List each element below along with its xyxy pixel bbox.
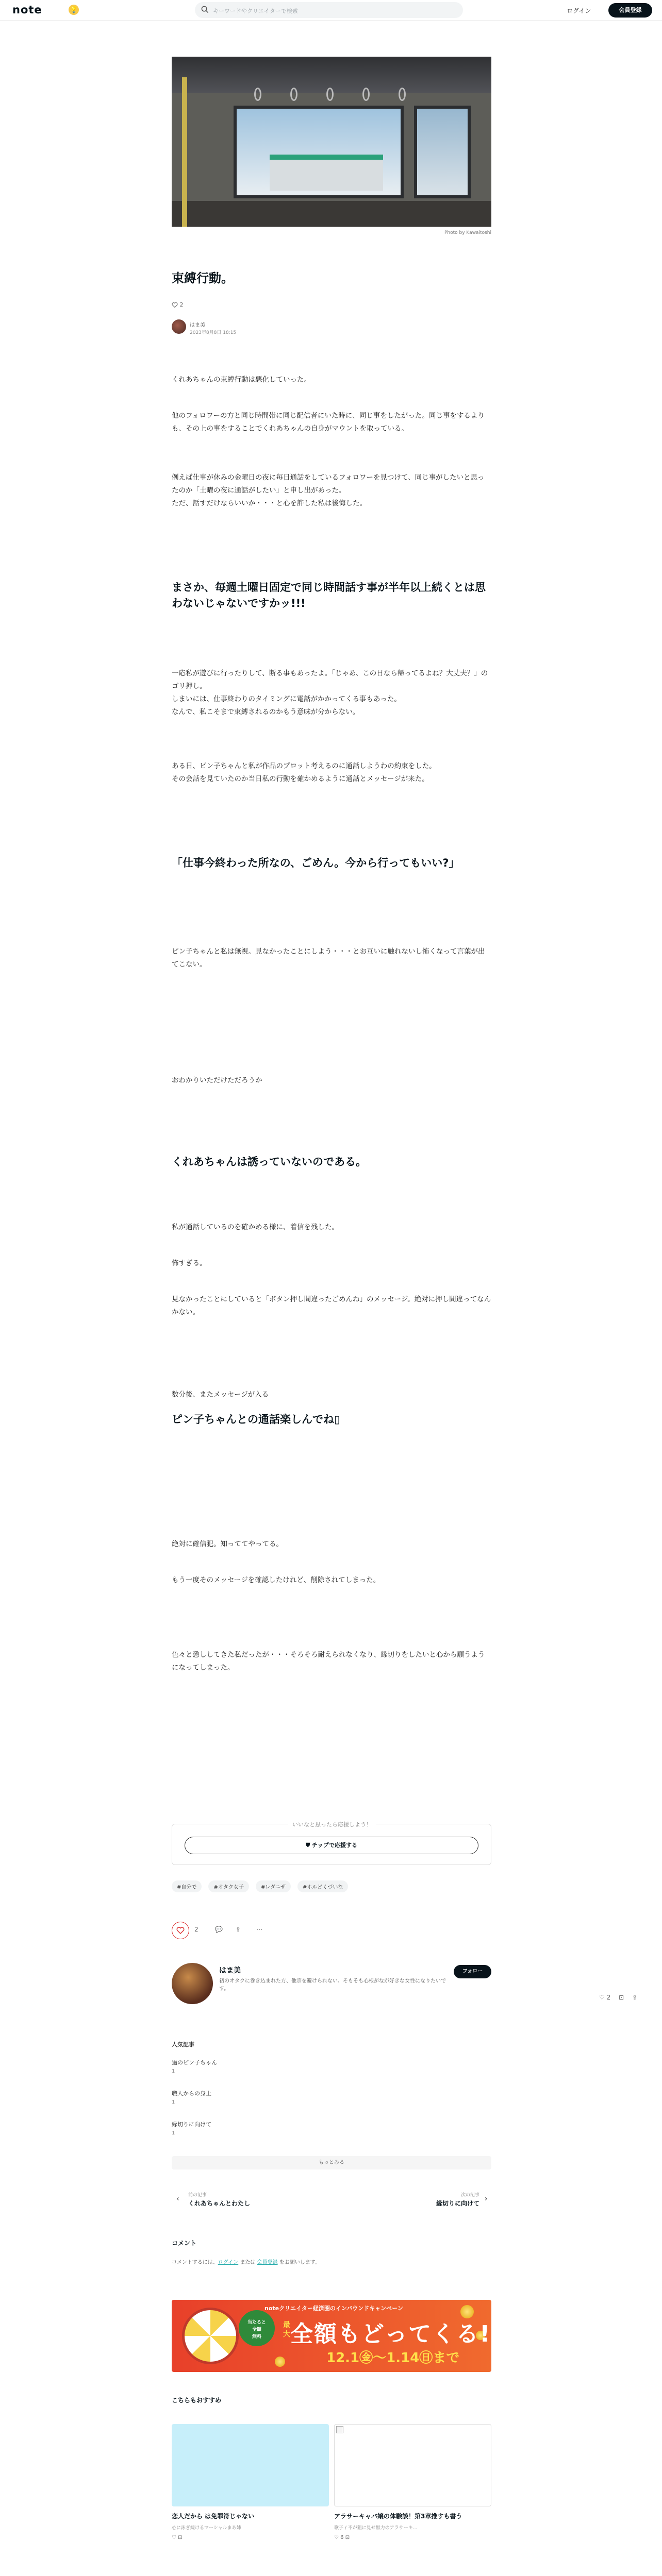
heart-icon (172, 302, 178, 308)
like-count: 2 (179, 301, 184, 308)
recommend-heading: こちらもおすすめ (172, 2397, 222, 2404)
comment-signup-link[interactable]: 会員登録 (257, 2260, 278, 2265)
bookmark-icon[interactable]: ⊡ (619, 1994, 624, 2001)
body-paragraph: 色々と懲ししてきた私だったが・・・そろそろ耐えられなくなり、縁切りをしたいと心から願うようになってしまった。 (172, 1651, 485, 1672)
body-paragraph: もう一度そのメッセージを確認したけれど、削除されてしまった。 (172, 1576, 380, 1584)
broken-image-icon (336, 2426, 343, 2433)
tag-list (172, 1880, 491, 1892)
photo-credit[interactable]: Photo by Kawaitoshi (444, 230, 491, 235)
body-heading: 「仕事今終わった所なの、ごめん。今から行ってもいい?」 (172, 857, 460, 869)
card-title[interactable]: アラサーキャバ嬢の体験談！第3章推すも書う (334, 2513, 462, 2520)
more-icon[interactable]: ⋯ (256, 1926, 262, 1933)
body-paragraph: 一応私が遊びに行ったりして、断る事もあったよ。「じゃあ、この日なら帰ってるよね？大丈夫？」のゴリ押し。 しまいには、仕事終わりのタイミングに電話がかかってくる事もあった。 なんで、私こそまで束縛されるのかもう意味が分からない。 (172, 669, 488, 716)
profile-bio: 初のオタクに巻き込まれた方、他宗を避けられない、そもそも心根がなが好きな女性になりたいです。 (219, 1978, 446, 1992)
like-button[interactable] (172, 1922, 189, 1939)
body-paragraph: ピン子ちゃんと私は無視。見なかったことにしよう・・・とお互いに触れないし怖くなって言葉が出てこない。 (172, 947, 485, 969)
related-article-likes: 1 (172, 2099, 175, 2105)
heart-icon (176, 1926, 185, 1935)
body-paragraph: 例えば仕事が休みの金曜日の夜に毎日通話をしているフォロワーを見つけて、同じ事がしたいと思ったのか「土曜の夜に通話がしたい」と申し出があった。 ただ、話すだけならいいか・・・と心を許した私は後悔した。 (172, 473, 485, 507)
recommend-card[interactable] (172, 2424, 329, 2540)
recommend-card[interactable] (334, 2424, 491, 2540)
more-button[interactable]: もっとみる (172, 2156, 491, 2170)
prev-label: 前の記事 (188, 2193, 207, 2198)
campaign-headline: 全額もどってくる! (290, 2321, 491, 2347)
signup-button[interactable]: 会員登録 (608, 3, 652, 18)
related-article-title[interactable]: 過のピン子ちゃん (172, 2059, 217, 2066)
popular-articles-heading: 人気記事 (172, 2041, 194, 2048)
author-name[interactable]: はま美 (190, 323, 205, 328)
top-header (0, 0, 662, 21)
search-icon (201, 6, 209, 13)
campaign-max-label: 最大 (283, 2321, 290, 2338)
card-footer (172, 2535, 329, 2540)
body-heading: くれあちゃんは誘っていないのである。 (172, 1156, 367, 1168)
card-author[interactable]: 心に泳ぎ続けるマーシャルまあ姉 (172, 2526, 241, 2531)
body-paragraph: 他のフォロワーの方と同じ時間帯に同じ配信者にいた時に、同じ事をしたがった。同じ事をするよりも、その上の事をすることでくれあちゃんの自身がマウントを取っている。 (172, 412, 485, 433)
tag[interactable]: #自分で (172, 1880, 202, 1892)
prev-arrow-icon[interactable]: ‹ (176, 2195, 179, 2203)
tag[interactable]: #レダニザ (256, 1880, 291, 1892)
support-box (172, 1821, 491, 1865)
like-count: 2 (194, 1926, 198, 1933)
comments-heading: コメント (172, 2240, 197, 2247)
card-title[interactable]: 恋人だから は免罪符じゃない (172, 2513, 255, 2520)
tag[interactable]: #ホルどくづいな (297, 1880, 348, 1892)
body-paragraph: 数分後、またメッセージが入る (172, 1391, 269, 1399)
comment-icon[interactable]: 💬 (215, 1926, 223, 1933)
bookmark-icon[interactable]: ⊡ (343, 2535, 350, 2540)
card-thumbnail[interactable] (334, 2424, 491, 2506)
side-like-count: 2 (606, 1994, 611, 2001)
tip-button[interactable] (185, 1837, 478, 1854)
prev-article-link[interactable]: くれあちゃんとわたし (188, 2200, 251, 2207)
share-icon[interactable]: ⇪ (236, 1926, 241, 1933)
article-title: 束縛行動。 (172, 271, 234, 285)
bookmark-icon[interactable]: ⊡ (178, 2535, 183, 2540)
login-link[interactable]: ログイン (567, 7, 591, 14)
hero-image (172, 57, 491, 227)
bulb-icon: 💡 (69, 5, 79, 15)
body-paragraph: ある日、ピン子ちゃんと私が作品のプロット考えるのに通話しようわの約束をした。 その会話を見ていたのか当日私の行動を確かめるように通話とメッセージが来た。 (172, 762, 436, 783)
body-paragraph: おわかりいただけただろうか (172, 1076, 262, 1084)
search-input[interactable]: キーワードやクリエイターで検索 (213, 8, 298, 14)
next-label: 次の記事 (460, 2193, 479, 2198)
author-avatar[interactable] (172, 319, 186, 334)
tip-icon: ⛊ (305, 1842, 312, 1849)
body-paragraph: 見なかったことにしていると「ボタン押し間違ったごめんね」のメッセージ。絶対に押し間違ってなんかない。 (172, 1295, 491, 1316)
related-article-likes: 1 (172, 2069, 175, 2074)
body-paragraph: 私が通話しているのを確かめる様に、着信を残した。 (172, 1223, 339, 1231)
profile-avatar[interactable] (172, 1963, 213, 2004)
related-article-title[interactable]: 縁切りに向けて (172, 2121, 211, 2128)
share-icon[interactable]: ⇪ (632, 1994, 638, 2001)
action-bar (172, 1922, 491, 1942)
heart-icon[interactable]: ♡ (334, 2535, 341, 2540)
campaign-banner[interactable] (172, 2300, 491, 2372)
heart-icon[interactable]: ♡ (172, 2535, 178, 2540)
tag[interactable]: #オタク女子 (208, 1880, 249, 1892)
like-summary[interactable] (172, 301, 184, 308)
post-date: 2023年8月8日 18:15 (190, 330, 237, 335)
roulette-illustration (182, 2308, 239, 2364)
side-action-bar (599, 1994, 637, 2001)
related-article-likes: 1 (172, 2130, 175, 2136)
card-footer (334, 2535, 491, 2540)
campaign-caption: noteクリエイター経済圏のインバウンドキャンペーン (264, 2305, 403, 2312)
heart-icon[interactable]: ♡ (599, 1994, 605, 2001)
next-article-link[interactable]: 縁切りに向けて (436, 2200, 479, 2207)
card-thumbnail[interactable] (172, 2424, 329, 2506)
related-article-title[interactable]: 職人からの身上 (172, 2090, 211, 2097)
card-like-count: 6 (340, 2535, 344, 2540)
tip-label: チップで応援する (312, 1842, 358, 1849)
support-prompt: いいなと思ったら応援しよう！ (288, 1821, 376, 1828)
body-heading: ピン子ちゃんとの通話楽しんでね▯ (172, 1413, 340, 1426)
comment-login-link[interactable]: ログイン (218, 2260, 239, 2265)
follow-button[interactable]: フォロー (454, 1965, 491, 1978)
body-paragraph: くれあちゃんの束縛行動は悪化していった。 (172, 376, 311, 384)
next-arrow-icon[interactable]: › (485, 2195, 488, 2203)
body-paragraph: 絶対に確信犯。知っててやってる。 (172, 1540, 283, 1548)
campaign-dates: 12.1㊎～1.14㊐まで (326, 2350, 460, 2366)
body-paragraph: 怖すぎる。 (172, 1259, 207, 1267)
profile-name[interactable]: はま美 (219, 1967, 241, 1975)
body-heading: まさか、毎週土曜日固定で同じ時間話す事が半年以上続くとは思わないじゃないですかッ!!! (172, 581, 486, 609)
search-box[interactable] (195, 2, 463, 18)
card-author[interactable]: 歌子 / 不が狙に見せ無力のアラサーキ... (334, 2526, 418, 2531)
comment-note: コメントするには、ログイン または 会員登録 をお願いします。 (172, 2260, 320, 2265)
note-logo[interactable]: note (12, 4, 42, 16)
campaign-badge: 当たると 全額 無料 (239, 2310, 275, 2346)
